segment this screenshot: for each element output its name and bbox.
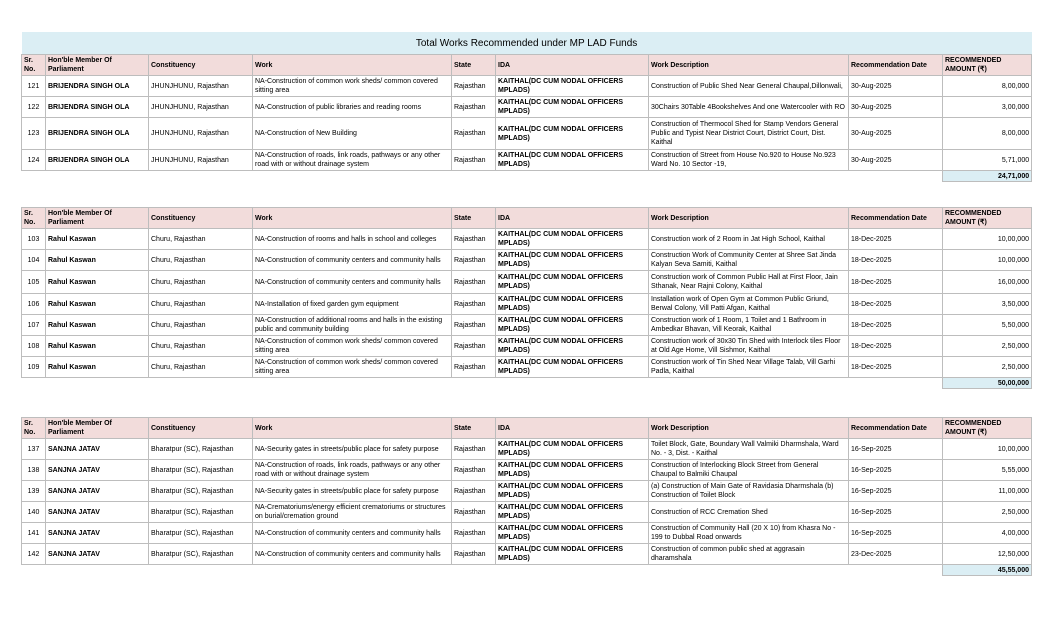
recommendation-date-cell: 18-Dec-2025 — [849, 336, 943, 357]
work-cell: NA-Construction of additional rooms and halls in the existing public and community building — [253, 315, 452, 336]
work-description-cell: Construction of Interlocking Block Street from General Chaupal to Balmiki Chaupal — [649, 460, 849, 481]
work-cell: NA-Crematoriums/energy efficient crematoriums or structures on burial/cremation ground — [253, 502, 452, 523]
sr-no-cell: 122 — [22, 97, 46, 118]
state-cell: Rajasthan — [452, 250, 496, 271]
member-cell: Rahul Kaswan — [46, 357, 149, 378]
ida-header: IDA — [496, 55, 649, 76]
ida-cell: KAITHAL(DC CUM NODAL OFFICERS MPLADS) — [496, 544, 649, 565]
ida-cell: KAITHAL(DC CUM NODAL OFFICERS MPLADS) — [496, 294, 649, 315]
sr-no-header: Sr. No. — [22, 208, 46, 229]
amount-cell: 8,00,000 — [943, 118, 1032, 150]
table-row — [22, 250, 1032, 271]
constituency-cell: Churu, Rajasthan — [149, 315, 253, 336]
amount-cell: 3,00,000 — [943, 97, 1032, 118]
state-cell: Rajasthan — [452, 315, 496, 336]
ida-cell: KAITHAL(DC CUM NODAL OFFICERS MPLADS) — [496, 271, 649, 294]
work-cell: NA-Construction of New Building — [253, 118, 452, 150]
state-header: State — [452, 208, 496, 229]
amount-cell: 5,50,000 — [943, 315, 1032, 336]
constituency-cell: Churu, Rajasthan — [149, 357, 253, 378]
work-cell: NA-Construction of roads, link roads, pathways or any other road with or without drainage system — [253, 460, 452, 481]
state-cell: Rajasthan — [452, 118, 496, 150]
description-header: Work Description — [649, 418, 849, 439]
work-description-cell: Construction of Thermocol Shed for Stamp Vendors General Public and Typist Near District Court, District Court, Dist. Kaithal — [649, 118, 849, 150]
sr-no-cell: 139 — [22, 481, 46, 502]
ida-cell: KAITHAL(DC CUM NODAL OFFICERS MPLADS) — [496, 523, 649, 544]
member-cell: SANJNA JATAV — [46, 481, 149, 502]
amount-cell: 2,50,000 — [943, 336, 1032, 357]
ida-cell: KAITHAL(DC CUM NODAL OFFICERS MPLADS) — [496, 357, 649, 378]
recommendation-date-cell: 18-Dec-2025 — [849, 357, 943, 378]
work-cell: NA-Construction of community centers and community halls — [253, 250, 452, 271]
member-cell: Rahul Kaswan — [46, 229, 149, 250]
table-row — [22, 76, 1032, 97]
member-cell: BRIJENDRA SINGH OLA — [46, 97, 149, 118]
amount-cell: 8,00,000 — [943, 76, 1032, 97]
state-cell: Rajasthan — [452, 439, 496, 460]
table-row — [22, 544, 1032, 565]
work-cell: NA-Construction of roads, link roads, pathways or any other road with or without drainage system — [253, 150, 452, 171]
recommendation-date-cell: 18-Dec-2025 — [849, 271, 943, 294]
work-description-cell: Construction of Community Hall (20 X 10) from Khasra No - 199 to Dubbal Road onwards — [649, 523, 849, 544]
recommendation-date-cell: 30-Aug-2025 — [849, 150, 943, 171]
work-cell: NA-Construction of community centers and community halls — [253, 271, 452, 294]
sr-no-cell: 142 — [22, 544, 46, 565]
recommendation-date-cell: 18-Dec-2025 — [849, 250, 943, 271]
work-cell: NA-Security gates in streets/public place for safety purpose — [253, 481, 452, 502]
table-row — [22, 271, 1032, 294]
state-cell: Rajasthan — [452, 460, 496, 481]
constituency-cell: Churu, Rajasthan — [149, 294, 253, 315]
constituency-header: Constituency — [149, 208, 253, 229]
table-title: Total Works Recommended under MP LAD Funds — [22, 32, 1032, 55]
member-cell: Rahul Kaswan — [46, 250, 149, 271]
recommendation-date-cell: 30-Aug-2025 — [849, 118, 943, 150]
member-cell: BRIJENDRA SINGH OLA — [46, 118, 149, 150]
sr-no-cell: 124 — [22, 150, 46, 171]
work-description-cell: Installation work of Open Gym at Common Public Griund, Berwal Colony, Vill Patti Afgan, Kaithal — [649, 294, 849, 315]
description-header: Work Description — [649, 55, 849, 76]
recommendation-date-cell: 16-Sep-2025 — [849, 523, 943, 544]
recommendation-date-cell: 18-Dec-2025 — [849, 229, 943, 250]
table-row — [22, 97, 1032, 118]
work-description-cell: Construction work of 30x30 Tin Shed with Interlock tiles Floor at Old Age Home, Vill Sishmor, Kaithal — [649, 336, 849, 357]
state-cell: Rajasthan — [452, 97, 496, 118]
state-header: State — [452, 418, 496, 439]
work-cell: NA-Construction of common work sheds/ common covered sitting area — [253, 76, 452, 97]
ida-cell: KAITHAL(DC CUM NODAL OFFICERS MPLADS) — [496, 460, 649, 481]
member-header: Hon'ble Member Of Parliament — [46, 55, 149, 76]
constituency-cell: JHUNJHUNU, Rajasthan — [149, 150, 253, 171]
member-cell: BRIJENDRA SINGH OLA — [46, 150, 149, 171]
member-cell: Rahul Kaswan — [46, 315, 149, 336]
table-row — [22, 336, 1032, 357]
amount-cell: 12,50,000 — [943, 544, 1032, 565]
table-row — [22, 502, 1032, 523]
work-cell: NA-Construction of common work sheds/ common covered sitting area — [253, 336, 452, 357]
amount-cell: 4,00,000 — [943, 523, 1032, 544]
description-header: Work Description — [649, 208, 849, 229]
section-total-amount: 45,55,000 — [943, 565, 1032, 576]
constituency-cell: Churu, Rajasthan — [149, 229, 253, 250]
table-row — [22, 481, 1032, 502]
ida-header: IDA — [496, 208, 649, 229]
sr-no-cell: 141 — [22, 523, 46, 544]
constituency-cell: Bharatpur (SC), Rajasthan — [149, 523, 253, 544]
state-cell: Rajasthan — [452, 150, 496, 171]
amount-cell: 10,00,000 — [943, 439, 1032, 460]
date-header: Recommendation Date — [849, 55, 943, 76]
work-cell: NA-Construction of community centers and community halls — [253, 544, 452, 565]
works-table-3 — [21, 417, 1032, 576]
title-row — [22, 32, 1032, 55]
recommendation-date-cell: 16-Sep-2025 — [849, 439, 943, 460]
state-cell: Rajasthan — [452, 294, 496, 315]
amount-cell: 10,00,000 — [943, 250, 1032, 271]
constituency-header: Constituency — [149, 418, 253, 439]
sr-no-cell: 107 — [22, 315, 46, 336]
sr-no-cell: 103 — [22, 229, 46, 250]
sr-no-cell: 140 — [22, 502, 46, 523]
recommendation-date-cell: 30-Aug-2025 — [849, 97, 943, 118]
constituency-header: Constituency — [149, 55, 253, 76]
sr-no-cell: 138 — [22, 460, 46, 481]
amount-header: RECOMMENDED AMOUNT (₹) — [943, 55, 1032, 76]
work-description-cell: Construction work of Tin Shed Near Village Talab, Vill Garhi Padla, Kaithal — [649, 357, 849, 378]
member-cell: SANJNA JATAV — [46, 523, 149, 544]
ida-cell: KAITHAL(DC CUM NODAL OFFICERS MPLADS) — [496, 150, 649, 171]
table-row — [22, 315, 1032, 336]
constituency-cell: Bharatpur (SC), Rajasthan — [149, 460, 253, 481]
work-cell: NA-Construction of community centers and community halls — [253, 523, 452, 544]
amount-cell: 3,50,000 — [943, 294, 1032, 315]
member-header: Hon'ble Member Of Parliament — [46, 418, 149, 439]
ida-cell: KAITHAL(DC CUM NODAL OFFICERS MPLADS) — [496, 250, 649, 271]
sr-no-cell: 137 — [22, 439, 46, 460]
total-row — [22, 378, 1032, 389]
work-header: Work — [253, 418, 452, 439]
work-header: Work — [253, 55, 452, 76]
ida-cell: KAITHAL(DC CUM NODAL OFFICERS MPLADS) — [496, 76, 649, 97]
recommendation-date-cell: 30-Aug-2025 — [849, 76, 943, 97]
ida-cell: KAITHAL(DC CUM NODAL OFFICERS MPLADS) — [496, 118, 649, 150]
total-spacer — [22, 378, 943, 389]
work-description-cell: 30Chairs 30Table 4Bookshelves And one Watercooler with RO — [649, 97, 849, 118]
work-description-cell: Construction of RCC Cremation Shed — [649, 502, 849, 523]
constituency-cell: Churu, Rajasthan — [149, 336, 253, 357]
state-header: State — [452, 55, 496, 76]
sr-no-cell: 106 — [22, 294, 46, 315]
state-cell: Rajasthan — [452, 502, 496, 523]
constituency-cell: Churu, Rajasthan — [149, 271, 253, 294]
recommendation-date-cell: 18-Dec-2025 — [849, 294, 943, 315]
amount-cell: 5,55,000 — [943, 460, 1032, 481]
member-cell: Rahul Kaswan — [46, 336, 149, 357]
work-cell: NA-Installation of fixed garden gym equipment — [253, 294, 452, 315]
recommendation-date-cell: 23-Dec-2025 — [849, 544, 943, 565]
works-table-2 — [21, 207, 1032, 389]
ida-cell: KAITHAL(DC CUM NODAL OFFICERS MPLADS) — [496, 336, 649, 357]
total-row — [22, 171, 1032, 182]
state-cell: Rajasthan — [452, 76, 496, 97]
sr-no-cell: 109 — [22, 357, 46, 378]
ida-cell: KAITHAL(DC CUM NODAL OFFICERS MPLADS) — [496, 315, 649, 336]
total-row — [22, 565, 1032, 576]
amount-cell: 5,71,000 — [943, 150, 1032, 171]
member-cell: SANJNA JATAV — [46, 439, 149, 460]
work-cell: NA-Construction of public libraries and reading rooms — [253, 97, 452, 118]
date-header: Recommendation Date — [849, 418, 943, 439]
table-row — [22, 460, 1032, 481]
sr-no-cell: 108 — [22, 336, 46, 357]
table-row — [22, 523, 1032, 544]
state-cell: Rajasthan — [452, 229, 496, 250]
amount-cell: 2,50,000 — [943, 502, 1032, 523]
table-row — [22, 294, 1032, 315]
work-description-cell: Construction of common public shed at aggrasain dharamshala — [649, 544, 849, 565]
state-cell: Rajasthan — [452, 544, 496, 565]
header-row — [22, 55, 1032, 76]
total-spacer — [22, 171, 943, 182]
work-description-cell: Construction of Public Shed Near General Chaupal,Dillonwali, — [649, 76, 849, 97]
member-cell: Rahul Kaswan — [46, 294, 149, 315]
state-cell: Rajasthan — [452, 336, 496, 357]
ida-cell: KAITHAL(DC CUM NODAL OFFICERS MPLADS) — [496, 439, 649, 460]
recommendation-date-cell: 16-Sep-2025 — [849, 481, 943, 502]
ida-cell: KAITHAL(DC CUM NODAL OFFICERS MPLADS) — [496, 229, 649, 250]
table-row — [22, 229, 1032, 250]
amount-header: RECOMMENDED AMOUNT (₹) — [943, 418, 1032, 439]
table-row — [22, 150, 1032, 171]
sr-no-cell: 105 — [22, 271, 46, 294]
date-header: Recommendation Date — [849, 208, 943, 229]
ida-cell: KAITHAL(DC CUM NODAL OFFICERS MPLADS) — [496, 481, 649, 502]
sr-no-cell: 104 — [22, 250, 46, 271]
total-spacer — [22, 565, 943, 576]
amount-cell: 11,00,000 — [943, 481, 1032, 502]
constituency-cell: JHUNJHUNU, Rajasthan — [149, 97, 253, 118]
constituency-cell: Churu, Rajasthan — [149, 250, 253, 271]
member-cell: Rahul Kaswan — [46, 271, 149, 294]
section-total-amount: 50,00,000 — [943, 378, 1032, 389]
member-cell: BRIJENDRA SINGH OLA — [46, 76, 149, 97]
work-cell: NA-Construction of common work sheds/ common covered sitting area — [253, 357, 452, 378]
member-cell: SANJNA JATAV — [46, 544, 149, 565]
ida-cell: KAITHAL(DC CUM NODAL OFFICERS MPLADS) — [496, 97, 649, 118]
work-description-cell: Construction work of Common Public Hall at First Floor, Jain Sthanak, Near Rajni Colony, Kaithal — [649, 271, 849, 294]
table-row — [22, 118, 1032, 150]
amount-header: RECOMMENDED AMOUNT (₹) — [943, 208, 1032, 229]
table-row — [22, 357, 1032, 378]
state-cell: Rajasthan — [452, 357, 496, 378]
state-cell: Rajasthan — [452, 481, 496, 502]
state-cell: Rajasthan — [452, 271, 496, 294]
work-description-cell: Construction of Street from House No.920 to House No.923 Ward No. 10 Sector -19, — [649, 150, 849, 171]
ida-cell: KAITHAL(DC CUM NODAL OFFICERS MPLADS) — [496, 502, 649, 523]
table-row — [22, 439, 1032, 460]
work-description-cell: Toilet Block, Gate, Boundary Wall Valmiki Dharmshala, Ward No. - 3, Dist. - Kaithal — [649, 439, 849, 460]
member-cell: SANJNA JATAV — [46, 502, 149, 523]
constituency-cell: Bharatpur (SC), Rajasthan — [149, 502, 253, 523]
recommendation-date-cell: 16-Sep-2025 — [849, 460, 943, 481]
constituency-cell: Bharatpur (SC), Rajasthan — [149, 544, 253, 565]
ida-header: IDA — [496, 418, 649, 439]
work-description-cell: Construction work of 1 Room, 1 Toilet and 1 Bathroom in Ambedkar Bhavan, Vill Keorak, Kaithal — [649, 315, 849, 336]
work-header: Work — [253, 208, 452, 229]
works-table-1 — [21, 32, 1032, 182]
amount-cell: 10,00,000 — [943, 229, 1032, 250]
constituency-cell: Bharatpur (SC), Rajasthan — [149, 439, 253, 460]
amount-cell: 16,00,000 — [943, 271, 1032, 294]
member-header: Hon'ble Member Of Parliament — [46, 208, 149, 229]
work-description-cell: Construction Work of Community Center at Shree Sat Jinda Kalyan Seva Samiti, Kaithal — [649, 250, 849, 271]
amount-cell: 2,50,000 — [943, 357, 1032, 378]
sr-no-header: Sr. No. — [22, 418, 46, 439]
work-description-cell: Construction work of 2 Room in Jat High School, Kaithal — [649, 229, 849, 250]
recommendation-date-cell: 18-Dec-2025 — [849, 315, 943, 336]
sr-no-cell: 123 — [22, 118, 46, 150]
header-row — [22, 418, 1032, 439]
header-row — [22, 208, 1032, 229]
work-description-cell: (a) Construction of Main Gate of Ravidasia Dharmshala (b) Construction of Toilet Block — [649, 481, 849, 502]
constituency-cell: Bharatpur (SC), Rajasthan — [149, 481, 253, 502]
state-cell: Rajasthan — [452, 523, 496, 544]
member-cell: SANJNA JATAV — [46, 460, 149, 481]
sr-no-cell: 121 — [22, 76, 46, 97]
constituency-cell: JHUNJHUNU, Rajasthan — [149, 76, 253, 97]
constituency-cell: JHUNJHUNU, Rajasthan — [149, 118, 253, 150]
work-cell: NA-Security gates in streets/public place for safety purpose — [253, 439, 452, 460]
work-cell: NA-Construction of rooms and halls in school and colleges — [253, 229, 452, 250]
sr-no-header: Sr. No. — [22, 55, 46, 76]
recommendation-date-cell: 16-Sep-2025 — [849, 502, 943, 523]
section-total-amount: 24,71,000 — [943, 171, 1032, 182]
